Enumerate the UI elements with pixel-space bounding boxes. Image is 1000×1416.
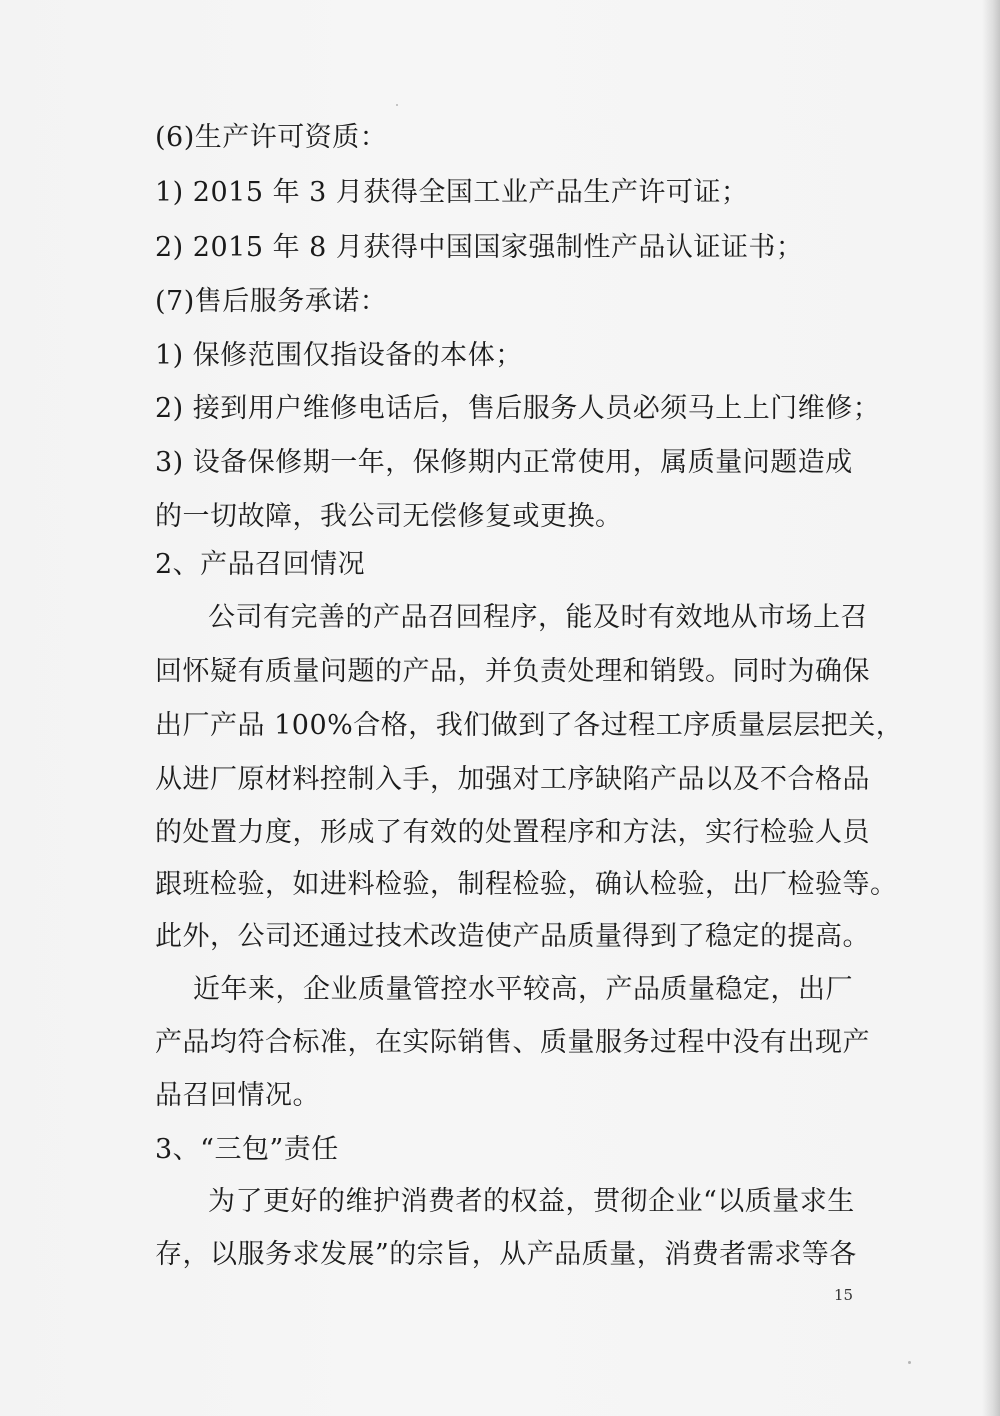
section-heading-three-guarantees: 3、“三包”责任: [155, 1134, 339, 1165]
recall-paragraph-line: 公司有完善的产品召回程序，能及时有效地从市场上召: [208, 602, 868, 633]
heading-production-license: (6)生产许可资质：: [155, 122, 388, 153]
recall-paragraph-line: 回怀疑有质量问题的产品，并负责处理和销毁。同时为确保: [155, 656, 870, 687]
section-heading-recall: 2、产品召回情况: [155, 549, 366, 580]
after-sales-item-2: 2) 接到用户维修电话后，售后服务人员必须马上上门维修；: [155, 393, 881, 424]
heading-after-sales: (7)售后服务承诺：: [155, 286, 388, 317]
license-item-2: 2) 2015 年 8 月获得中国国家强制性产品认证证书；: [155, 232, 804, 263]
after-sales-item-3-cont: 的一切故障，我公司无偿修复或更换。: [155, 501, 623, 532]
recall-paragraph-line: 的处置力度，形成了有效的处置程序和方法，实行检验人员: [155, 817, 870, 848]
quality-paragraph-line: 产品均符合标准，在实际销售、质量服务过程中没有出现产: [155, 1027, 870, 1058]
page-number: 15: [834, 1286, 854, 1304]
guarantee-paragraph-line: 存，以服务求发展”的宗旨，从产品质量，消费者需求等各: [155, 1239, 857, 1270]
scan-speck: [908, 1361, 911, 1364]
quality-paragraph-line: 近年来，企业质量管控水平较高，产品质量稳定，出厂: [193, 974, 853, 1005]
recall-paragraph-line: 此外，公司还通过技术改造使产品质量得到了稳定的提高。: [155, 921, 870, 952]
license-item-1: 1) 2015 年 3 月获得全国工业产品生产许可证；: [155, 177, 749, 208]
recall-paragraph-line: 从进厂原材料控制入手，加强对工序缺陷产品以及不合格品: [155, 764, 870, 795]
after-sales-item-3: 3) 设备保修期一年，保修期内正常使用，属质量问题造成: [155, 447, 853, 478]
quality-paragraph-line: 品召回情况。: [155, 1080, 320, 1111]
recall-paragraph-line: 出厂产品 100%合格，我们做到了各过程工序质量层层把关，: [155, 710, 904, 741]
scan-speck: [396, 104, 398, 106]
recall-paragraph-line: 跟班检验，如进料检验，制程检验，确认检验，出厂检验等。: [155, 869, 898, 900]
guarantee-paragraph-line: 为了更好的维护消费者的权益，贯彻企业“以质量求生: [208, 1186, 855, 1217]
after-sales-item-1: 1) 保修范围仅指设备的本体；: [155, 340, 523, 371]
